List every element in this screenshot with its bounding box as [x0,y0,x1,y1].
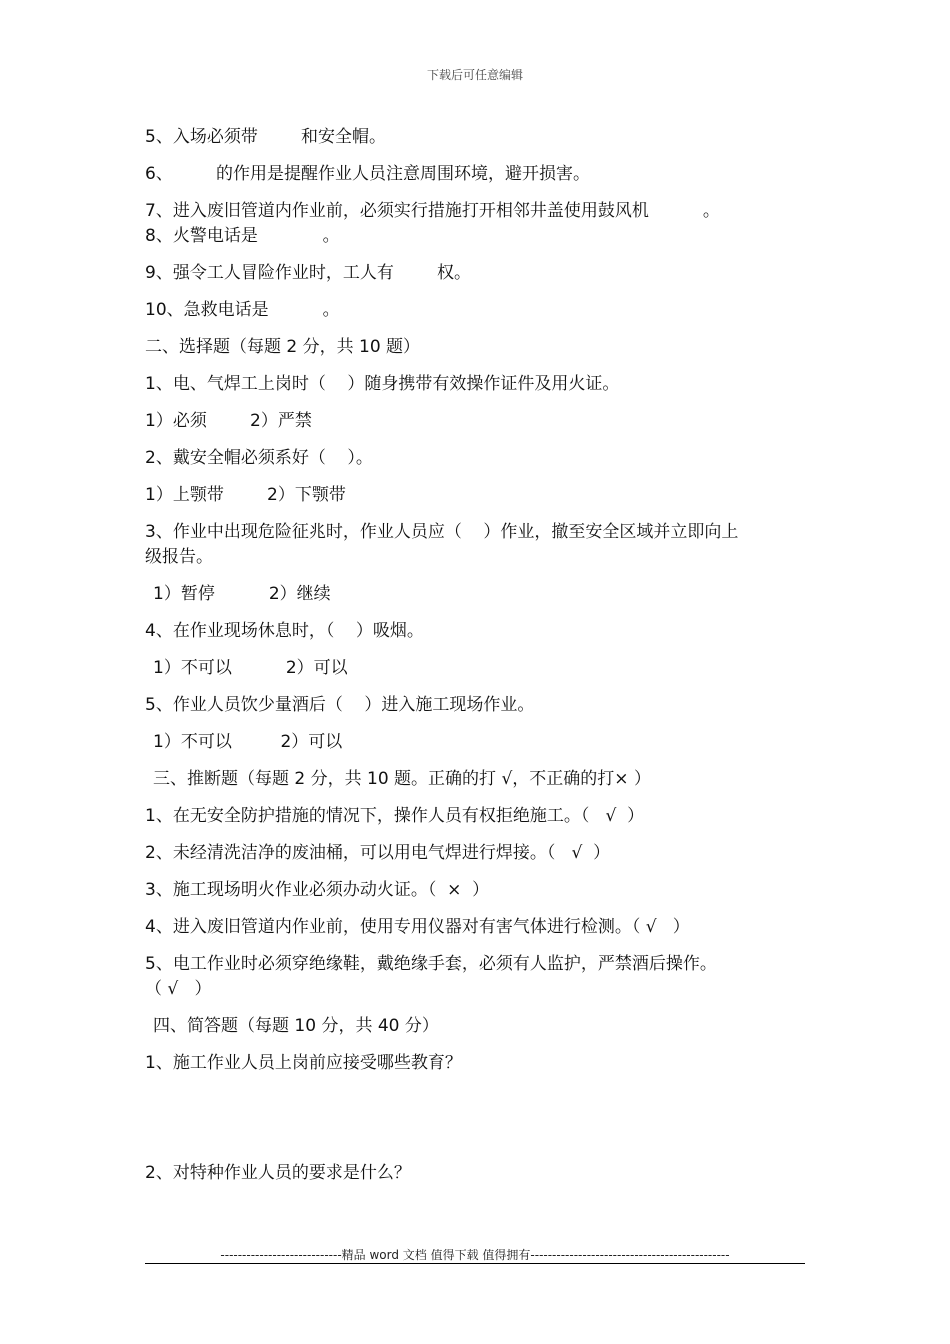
question-line: 6、 的作用是提醒作业人员注意周围环境，避开损害。 [145,164,591,184]
question-line: 9、强令工人冒险作业时，工人有 权。 [145,263,472,283]
page-footer: ----------------------------精品 word 文档 值得下载 值得拥有---------------------------------------------- [220,1248,730,1262]
footer-rule [145,1263,805,1264]
question-line: （ √ ） [145,979,212,999]
question-line: 8、火警电话是 。 [145,226,340,246]
question-line: 5、作业人员饮少量酒后（ ）进入施工现场作业。 [145,695,535,715]
option-line: 1）不可以 2）可以 [153,732,343,752]
option-line: 1）暂停 2）继续 [153,584,331,604]
question-line: 3、施工现场明火作业必须办动火证。（ × ） [145,880,490,900]
question-line: 1、施工作业人员上岗前应接受哪些教育？ [145,1053,462,1073]
question-line: 2、未经清洗洁净的废油桶，可以用电气焊进行焊接。（ √ ） [145,843,611,863]
question-line: 1、在无安全防护措施的情况下，操作人员有权拒绝施工。（ √ ） [145,806,645,826]
question-line: 5、入场必须带 和安全帽。 [145,127,387,147]
section-heading: 三、推断题（每题 2 分，共 10 题。正确的打 √，不正确的打× ） [153,769,651,789]
question-line: 7、进入废旧管道内作业前，必须实行措施打开相邻井盖使用鼓风机 。 [145,201,720,221]
question-line: 3、作业中出现危险征兆时，作业人员应（ ）作业，撤至安全区域并立即向上 [145,522,739,542]
page-header: 下载后可任意编辑 [426,68,523,82]
section-heading: 二、选择题（每题 2 分，共 10 题） [145,337,421,357]
question-line: 1、电、气焊工上岗时（ ）随身携带有效操作证件及用火证。 [145,374,620,394]
question-line: 2、对特种作业人员的要求是什么？ [145,1163,411,1183]
question-line: 10、急救电话是 。 [145,300,340,320]
question-line: 5、电工作业时必须穿绝缘鞋，戴绝缘手套，必须有人监护，严禁酒后操作。 [145,954,717,974]
option-line: 1）必须 2）严禁 [145,411,312,431]
question-line: 4、进入废旧管道内作业前，使用专用仪器对有害气体进行检测。（ √ ） [145,917,690,937]
option-line: 1）上颚带 2）下颚带 [145,485,346,505]
question-line: 级报告。 [145,547,213,567]
question-line: 4、在作业现场休息时，（ ）吸烟。 [145,621,424,641]
section-heading: 四、简答题（每题 10 分，共 40 分） [153,1016,439,1036]
question-line: 2、戴安全帽必须系好（ ）。 [145,448,373,468]
option-line: 1）不可以 2）可以 [153,658,348,678]
